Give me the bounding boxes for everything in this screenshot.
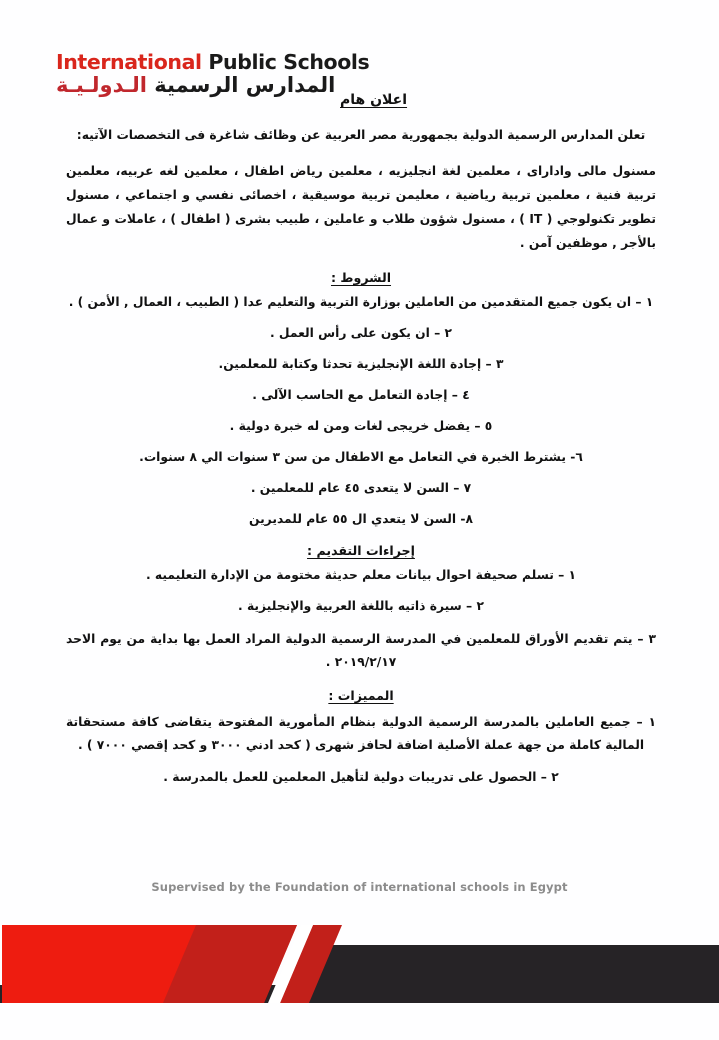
- list-item: ٤ – إجادة التعامل مع الحاسب الآلى .: [252, 387, 470, 402]
- document-body: [66, 124, 656, 799]
- specialties-paragraph: مسنول مالى واداراى ، معلمين لغة انجليزيه ، معلمين رياض اطفال ، معلمين لغه عربيه، معلمين تربية فنية ، معلمين تربية رياضية ، معليمن تربية موسيقية ، اخصائى نفسي و اجتماعي ، مسنول تطوير تكنولوجي ( IT ) ، مسنول شؤون طلاب و عاملين ، طبيب بشرى ( اطفال ) ، عاملات و عمال بالأجر , موظفين آمن .: [66, 163, 656, 250]
- conditions-heading: الشروط :: [330, 269, 392, 285]
- list-item: ١ – جميع العاملين بالمدرسة الرسمية الدولية بنظام المأمورية المفتوحة يتقاضى كافة مستحقاتة المالية كاملة من جهة عملة الأصلية اضافة لحافز شهرى ( كحد ادني ٣٠٠٠ و كحد إقصي ٧٠٠٠ ) .: [66, 714, 656, 752]
- list-item: ١ – تسلم صحيفة احوال بيانات معلم حديثة مختومة من الإدارة التعليميه .: [145, 568, 577, 583]
- list-item: ٦- يشترط الخبرة في التعامل مع الاطفال من سن ٣ سنوات الي ٨ سنوات.: [139, 450, 583, 465]
- list-item: ٢ – الحصول على تدريبات دولية لتأهيل المعلمين للعمل بالمدرسة .: [163, 770, 559, 785]
- list-item: ٨- السن لا يتعدي ال ٥٥ عام للمديرين: [249, 512, 473, 527]
- intro-line: تعلن المدارس الرسمية الدولية بجمهورية مصر العربية عن وظائف شاغرة فى التخصصات الآتيه:: [76, 128, 646, 142]
- announcement-title: اعلان هام: [340, 92, 408, 108]
- list-item: ٢ – ان يكون على رأس العمل .: [269, 325, 453, 340]
- logo-word-international: International: [56, 50, 202, 74]
- list-item: ١ – ان يكون جميع المتقدمين من العاملين بوزارة التربية والتعليم عدا ( الطبيب ، العمال , الأمن ) .: [68, 294, 654, 309]
- logo-arabic-name: [56, 74, 356, 96]
- footer-banner: [0, 900, 719, 1040]
- conditions-list: [66, 293, 656, 529]
- list-item: ٥ – يفضل خريجى لغات ومن له خبرة دولية .: [229, 419, 493, 434]
- benefits-list: [66, 711, 656, 788]
- list-item: ٣ – إجادة اللغة الإنجليزية تحدثا وكتابة للمعلمين.: [218, 356, 504, 371]
- list-item: ٣ – يتم تقديم الأوراق للمعلمين في المدرسة الرسمية الدولية المراد العمل بها بداية من يوم الاحد ٢٠١٩/٢/١٧ .: [66, 632, 656, 670]
- school-logo: [56, 50, 370, 97]
- logo-arabic-red-part: الـدولـيـة: [56, 72, 147, 97]
- logo-arabic-black-part: المدارس الرسمية: [147, 72, 336, 97]
- procedures-list: [66, 566, 656, 674]
- procedures-heading: إجراءات التقديم :: [307, 543, 415, 559]
- supervised-by-text: Supervised by the Foundation of international schools in Egypt: [151, 880, 568, 894]
- banner-dark-angle: [283, 945, 719, 1003]
- logo-english-name: [56, 50, 370, 74]
- list-item: ٢ – سيرة ذاتيه باللغة العربية والإنجليزية .: [238, 599, 484, 614]
- document-header: [0, 0, 719, 118]
- list-item: ٧ – السن لا يتعدى ٤٥ عام للمعلمين .: [250, 481, 472, 496]
- benefits-heading: المميزات :: [328, 687, 394, 703]
- logo-word-public-schools: Public Schools: [201, 50, 370, 74]
- footer-banner-graphic: [0, 900, 719, 1040]
